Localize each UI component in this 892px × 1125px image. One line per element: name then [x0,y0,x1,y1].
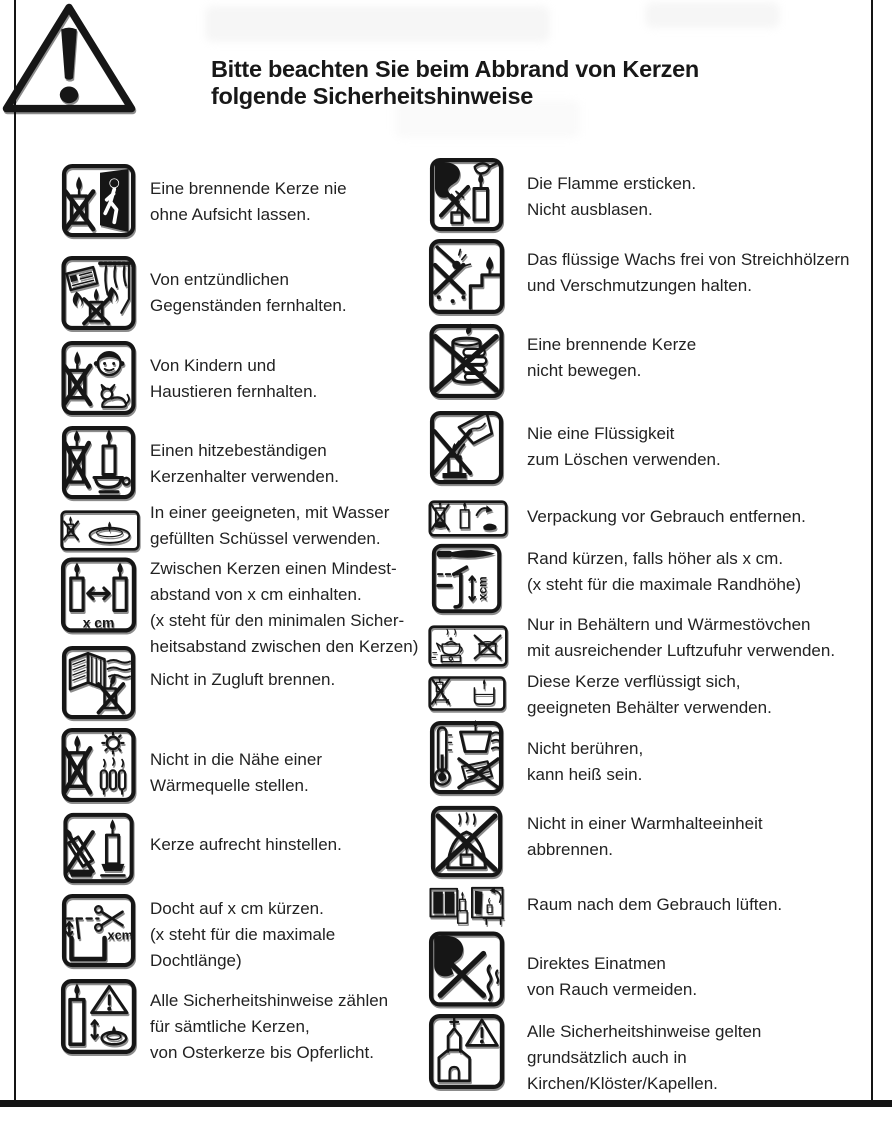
no-smoke-inhale-icon [428,930,505,1008]
hot-do-not-touch-icon [428,720,505,795]
children-pets-icon [60,340,137,416]
churches-icon [428,1013,505,1090]
svg-text:xcm: xcm [107,927,134,943]
smother-flame-icon [428,157,505,232]
applies-all-candles-icon [60,978,137,1055]
candle-unattended-icon [60,163,137,238]
svg-text:x cm: x cm [82,614,115,631]
page-border-right [871,0,873,1101]
candle-spacing-icon [60,556,137,634]
no-heat-source-icon [60,727,137,803]
page-title: Bitte beachten Sie beim Abbrand von Kerzen folgende Sicherheitshinweise [211,56,699,109]
page-border-left [14,0,16,1101]
ventilate-room-icon [428,885,514,927]
svg-text:xcm: xcm [475,576,490,601]
page-border-bottom [0,1100,892,1107]
ghost-artifact [205,6,550,42]
trim-rim-icon [428,543,505,614]
upright-candle-icon [60,812,137,884]
warning-triangle-icon [0,0,138,116]
trim-wick-icon [60,893,137,968]
no-warming-unit-icon [428,805,505,878]
liquefying-candle-icon [428,675,506,712]
container-airflow-icon [428,625,508,667]
remove-packaging-icon [428,500,508,537]
no-liquid-extinguish-icon [428,410,505,485]
heat-resistant-holder-icon [60,425,137,500]
flammable-objects-icon [60,255,137,331]
do-not-move-icon [428,323,505,399]
ghost-artifact [645,2,780,28]
no-draft-icon [60,645,137,720]
candle-safety-sheet: Bitte beachten Sie beim Abbrand von Kerzen folgende Sicherheitshinweise Eine brennende Kerze nie ohne Aufsicht lassen. Von entzündlichen Gegenständen fernhalten. Von Kindern und Haustieren fernhalten. Einen hitzebeständigen Kerzenhalter verwenden. In einer geeigneten, mit Wasser gefüllten Schüssel verwenden. x cm Zwischen Kerzen einen Mindest- abstand von x cm einhalten. (x steht für den minimalen Sicher- heitsabstand zwischen den Kerzen) Nicht in Zugluft brennen. Nicht in die Nähe einer Wärmequelle stellen. Kerze aufrecht hinstellen. xcm Docht auf x cm kürzen. (x steht für die maximale Dochtlänge) Alle Sicherheitshinweise zählen für sämtliche Kerzen, von Osterkerze bis Opferlicht. Die Flamme ersticken. Nicht ausblasen. Das flüssige Wachs frei von Streichhölzern und Verschmutzungen halten. Eine brennende Kerze nicht bewegen. Nie eine Flüssigkeit zum Löschen verwenden. Verpackung vor Gebrauch entfernen. xcm Rand kürzen, falls höher als x cm. (x steht für die maximale Randhöhe) Nur in Behältern und Wärmestövchen mit ausreichender Luftzufuhr verwenden. Diese Kerze verflüssigt sich, geeigneten Behälter verwenden. Nicht berühren, kann heiß sein. Nicht in einer Warmhalteeinheit abbrennen. Raum nach dem Gebrauch lüften. Direktes Einatmen von Rauch vermeiden. Alle Sicherheitshinweise gelten grundsätzlich auch in Kirchen/Klöster/Kapellen. [0,0,892,1125]
clean-wax-icon [428,238,505,315]
water-bowl-icon [60,510,140,551]
